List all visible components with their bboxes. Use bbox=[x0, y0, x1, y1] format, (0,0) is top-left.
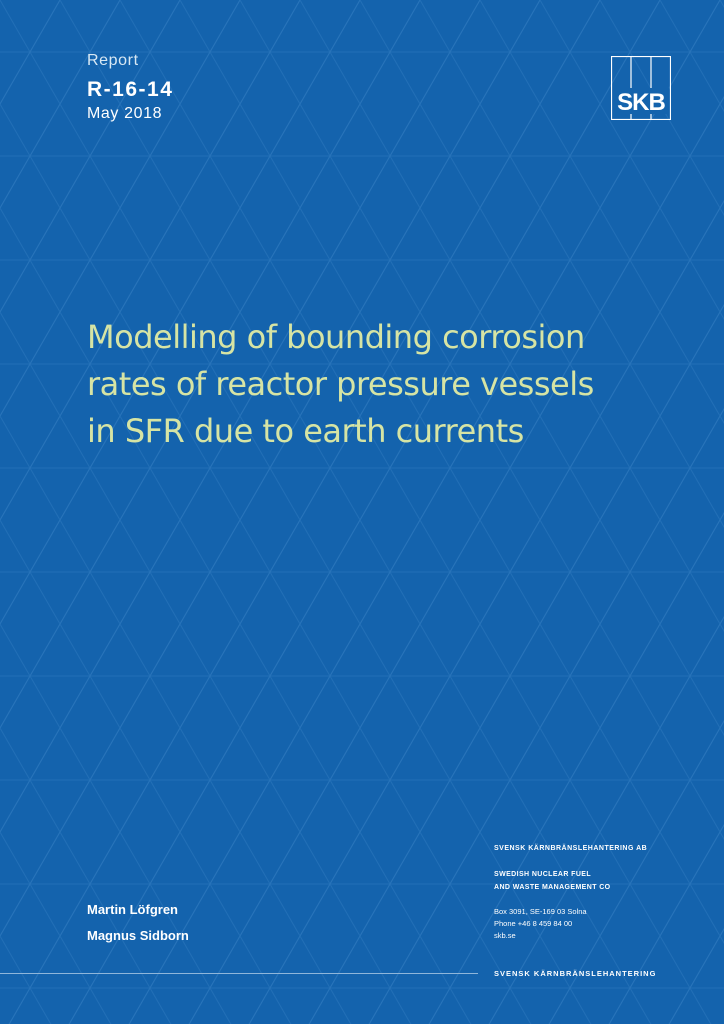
footer-publisher-name: SVENSK KÄRNBRÄNSLEHANTERING bbox=[494, 969, 657, 978]
title-line: Modelling of bounding corrosion bbox=[87, 318, 585, 356]
report-number: R-16-14 bbox=[87, 78, 174, 101]
logo-text: SKB bbox=[617, 89, 665, 116]
publisher-english-name bbox=[494, 868, 647, 894]
title-line: in SFR due to earth currents bbox=[87, 412, 524, 450]
author-list bbox=[87, 897, 189, 949]
publisher-address: Box 3091, SE-169 03 Solna bbox=[494, 907, 587, 916]
report-date: May 2018 bbox=[87, 105, 163, 122]
author-name: Magnus Sidborn bbox=[87, 928, 189, 943]
publisher-website: skb.se bbox=[494, 931, 516, 940]
publisher-phone: Phone +46 8 459 84 00 bbox=[494, 919, 573, 928]
skb-logo bbox=[611, 56, 671, 120]
report-label: Report bbox=[87, 52, 139, 69]
report-title bbox=[87, 314, 687, 455]
publisher-contact bbox=[494, 906, 647, 942]
publisher-english-line: SWEDISH NUCLEAR FUEL bbox=[494, 871, 592, 878]
author-name: Martin Löfgren bbox=[87, 902, 178, 917]
publisher-english-line: AND WASTE MANAGEMENT CO bbox=[494, 884, 611, 891]
footer-divider bbox=[0, 973, 478, 974]
title-line: rates of reactor pressure vessels bbox=[87, 365, 594, 403]
publisher-block bbox=[494, 843, 647, 942]
publisher-name: SVENSK KÄRNBRÄNSLEHANTERING AB bbox=[494, 845, 648, 852]
